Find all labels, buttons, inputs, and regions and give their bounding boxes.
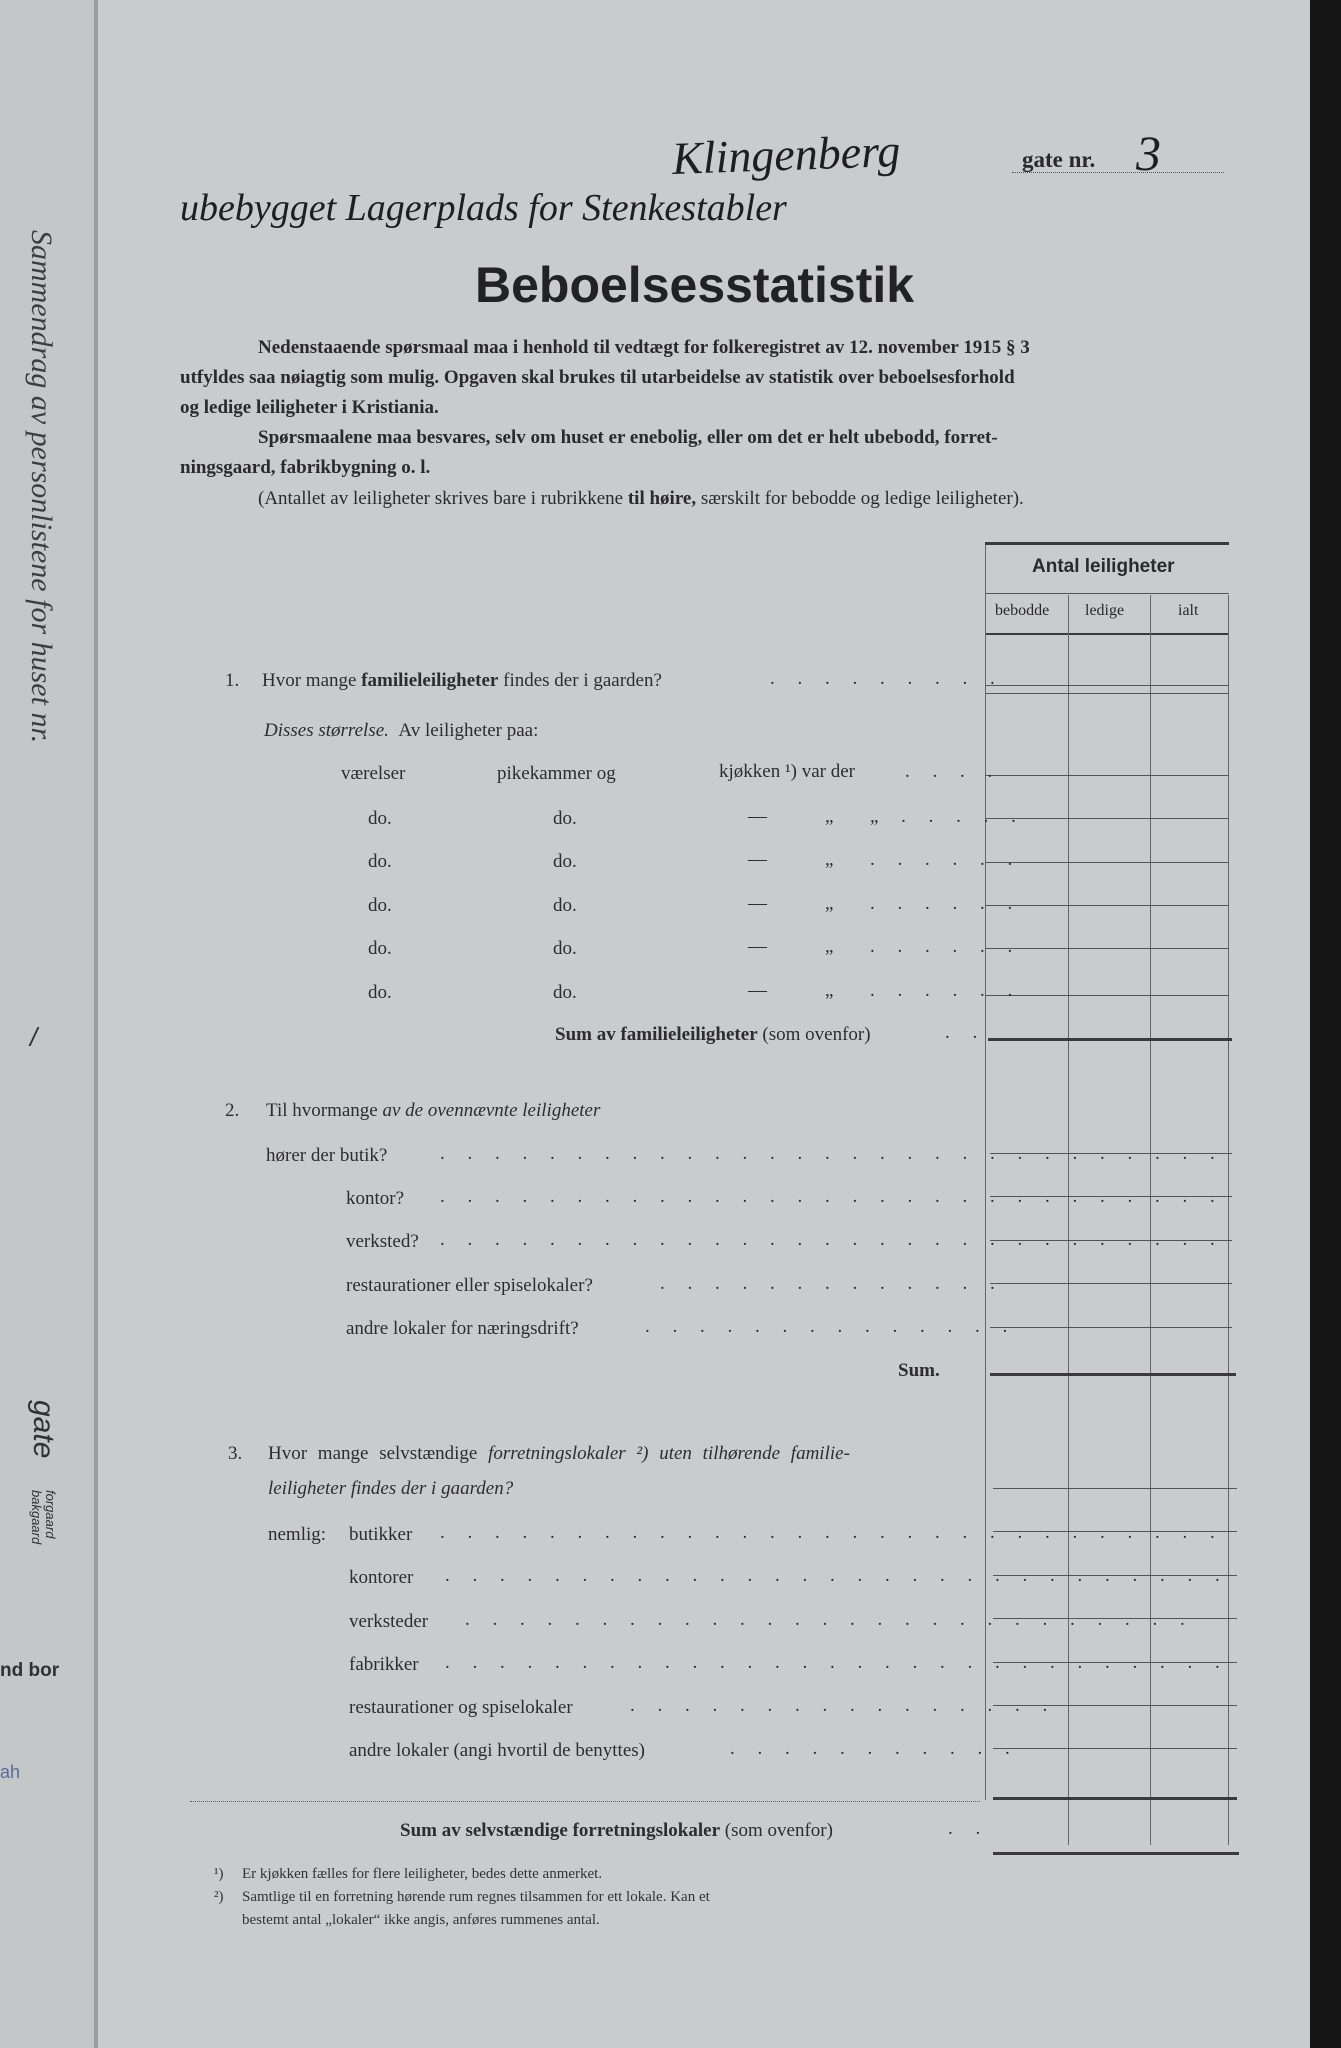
- s2-item-restaurationer-dots: . . . . . . . . . . . . .: [660, 1273, 1004, 1294]
- footnote-1: Er kjøkken fælles for flere leiligheter, bedes dette anmerket.: [242, 1866, 603, 1882]
- intro-line-5: ningsgaard, fabrikbygning o. l.: [180, 457, 431, 478]
- do-row-5-dots: . . . . . .: [870, 980, 1022, 1001]
- s3-sum-a: Sum av selvstændige forretningslokaler: [400, 1820, 721, 1841]
- intro-line-3: og ledige leiligheter i Kristiania.: [180, 397, 439, 418]
- s3-question-line1: [268, 1443, 850, 1465]
- do-row-3-dots: . . . . . .: [870, 893, 1022, 914]
- s3-item-andre-dots: . . . . . . . . . . .: [730, 1738, 1019, 1759]
- vertical-text: Sammendrag av personlistene for huset nr.: [25, 230, 58, 744]
- s3-q1-a: Hvor mange selvstændige: [268, 1443, 489, 1464]
- s2-item-kontor-dots: . . . . . . . . . . . . . . . . . . . . . . . . . . . . .: [440, 1186, 1224, 1207]
- intro-p3-a: (Antallet av leiligheter skrives bare i rubrikkene: [258, 488, 628, 509]
- s2-q-a: Til hvormange: [266, 1100, 383, 1121]
- grid-r12: [990, 1327, 1232, 1328]
- left-bakgaard: bakgaard: [29, 1490, 44, 1545]
- page-title: Beboelsesstatistik: [475, 257, 915, 313]
- s1-sum-b: (som ovenfor): [757, 1024, 871, 1045]
- intro-line-1: Nedenstaaende spørsmaal maa i henhold til vedtægt for folkeregistret av 12. november 1915 § 3: [258, 337, 1030, 358]
- s3-item-kontorer: kontorer: [349, 1567, 414, 1588]
- table-top-rule: [985, 542, 1229, 545]
- dark-edge: [1310, 0, 1341, 2048]
- s1-sum-a: Sum av familieleiligheter: [555, 1024, 758, 1045]
- s3-item-kontorer-dots: . . . . . . . . . . . . . . . . . . . . . . . . . . . . .: [445, 1565, 1229, 1586]
- do-row-2-b: do.: [553, 851, 577, 872]
- s2-q-b: av de ovennævnte leiligheter: [382, 1100, 601, 1121]
- s1-number: 1.: [225, 670, 240, 691]
- s3-nemlig: nemlig:: [268, 1524, 327, 1545]
- s3-item-restaurationer-dots: . . . . . . . . . . . . . . . .: [630, 1695, 1057, 1716]
- s3-question-line2: leiligheter findes der i gaarden?: [268, 1478, 514, 1499]
- intro-line-2: utfyldes saa nøiagtig som mulig. Opgaven skal brukes til utarbeidelse av statistik over beboelsesforhold: [180, 367, 1015, 388]
- s3-item-fabrikker: fabrikker: [349, 1654, 419, 1675]
- s3-dotted-rule: [190, 1801, 980, 1802]
- do-row-1-a: do.: [368, 808, 392, 829]
- gate-nr-label: gate nr.: [1022, 147, 1096, 172]
- col-ledige: ledige: [1085, 602, 1125, 619]
- do-row-4-ditto: „: [825, 936, 834, 957]
- left-slash: /: [30, 1022, 38, 1052]
- s2-item-butik-dots: . . . . . . . . . . . . . . . . . . . . . . . . . . . . .: [440, 1143, 1224, 1164]
- grid-r6: [985, 948, 1229, 949]
- s1-dots: . . . . . . . . .: [770, 668, 1004, 689]
- do-row-1-dash: —: [748, 806, 767, 827]
- s2-item-andre-dots: . . . . . . . . . . . . . .: [645, 1316, 1017, 1337]
- do-row-5-dash: —: [748, 980, 767, 1001]
- s1-sum: [555, 1024, 871, 1046]
- grid-r4: [985, 862, 1229, 863]
- s1-q-c: findes der i gaarden?: [498, 670, 662, 691]
- s2-item-butik: hører der butik?: [266, 1145, 388, 1166]
- street-name-handwritten: Klingenberg: [671, 125, 902, 184]
- left-ah: ah: [0, 1762, 21, 1782]
- s1-q-a: Hvor mange: [262, 670, 362, 691]
- do-row-3-a: do.: [368, 895, 392, 916]
- s3-item-verksteder: verksteder: [349, 1611, 429, 1632]
- s2-item-kontor: kontor?: [346, 1188, 405, 1209]
- s2-item-verksted-dots: . . . . . . . . . . . . . . . . . . . . . . . . . . . . .: [440, 1229, 1224, 1250]
- footnote-2-mark: ²): [214, 1889, 224, 1905]
- grid-sum2: [990, 1373, 1236, 1376]
- s2-item-restaurationer: restaurationer eller spiselokaler?: [346, 1275, 593, 1296]
- s3-item-fabrikker-dots: . . . . . . . . . . . . . . . . . . . . . . . . . . . . .: [445, 1652, 1229, 1673]
- grid-r19: [993, 1748, 1237, 1749]
- do-row-3-b: do.: [553, 895, 577, 916]
- do-row-1-ditto: „: [825, 806, 834, 827]
- left-vertical-heading: [10, 230, 70, 1050]
- grid-r5: [985, 905, 1229, 906]
- s1-q-b: familieleiligheter: [361, 670, 499, 691]
- table-subheader-rule: [985, 633, 1229, 635]
- s3-item-verksteder-dots: . . . . . . . . . . . . . . . . . . . . . . . . . . .: [465, 1609, 1194, 1630]
- do-row-3-dash: —: [748, 893, 767, 914]
- s2-question: [266, 1100, 600, 1122]
- do-row-5-a: do.: [368, 982, 392, 1003]
- s3-item-restaurationer: restaurationer og spiselokaler: [349, 1697, 573, 1718]
- s1-head-dots: . . . .: [905, 761, 1002, 782]
- do-row-3-ditto: „: [825, 893, 834, 914]
- do-row-1-dots: „ . . . . .: [870, 806, 1025, 827]
- do-row-2-dots: . . . . . .: [870, 849, 1022, 870]
- left-nd-bor: nd bor: [0, 1660, 60, 1681]
- grid-r13: [993, 1488, 1237, 1489]
- s1-head-maid: pikekammer og: [497, 763, 616, 784]
- intro-line-4: Spørsmaalene maa besvares, selv om huset er enebolig, eller om det er helt ubebodd, forret-: [258, 427, 998, 448]
- col-ialt: ialt: [1178, 602, 1199, 619]
- s2-number: 2.: [225, 1100, 240, 1121]
- note-handwritten: ubebygget Lagerplads for Stenkestabler: [180, 187, 787, 229]
- s1-size-line: [264, 720, 538, 742]
- footnote-2-line2: bestemt antal „lokaler“ ikke angis, anføres rummenes antal.: [242, 1912, 600, 1928]
- do-row-1-b: do.: [553, 808, 577, 829]
- do-row-5-ditto: „: [825, 980, 834, 1001]
- grid-r11: [990, 1283, 1232, 1284]
- do-row-4-dash: —: [748, 936, 767, 957]
- s3-number: 3.: [228, 1443, 243, 1464]
- do-row-2-ditto: „: [825, 849, 834, 870]
- grid-r1b: [985, 693, 1229, 694]
- house-number-handwritten: 3: [1136, 125, 1161, 181]
- s2-sum: Sum.: [898, 1360, 940, 1381]
- do-row-4-dots: . . . . . .: [870, 936, 1022, 957]
- s1-head-kitchen: kjøkken ¹) var der: [719, 761, 856, 782]
- do-row-4-b: do.: [553, 938, 577, 959]
- s3-item-butikker-dots: . . . . . . . . . . . . . . . . . . . . . . . . . . . . .: [440, 1522, 1224, 1543]
- s1-sum-dots: . .: [945, 1022, 987, 1043]
- left-forgaard: forgaard: [43, 1490, 58, 1539]
- footnote-2-line1: Samtlige til en forretning hørende rum regnes tilsammen for ett lokale. Kan et: [242, 1889, 710, 1905]
- intro-p3-b: til høire,: [627, 488, 697, 509]
- gate-underline: [1012, 172, 1224, 174]
- left-gate: gate: [27, 1400, 60, 1459]
- grid-r20: [993, 1797, 1237, 1800]
- intro-line-6: [258, 484, 1024, 514]
- s2-item-verksted: verksted?: [346, 1231, 419, 1252]
- do-row-2-dash: —: [748, 849, 767, 870]
- s3-item-butikker: butikker: [349, 1524, 413, 1545]
- grid-r2: [985, 775, 1229, 776]
- s1-size-b: Av leiligheter paa:: [398, 720, 539, 741]
- s2-item-andre: andre lokaler for næringsdrift?: [346, 1318, 579, 1339]
- grid-sum3: [993, 1852, 1239, 1855]
- s1-question: [262, 670, 662, 692]
- grid-sum1: [988, 1038, 1232, 1041]
- do-row-2-a: do.: [368, 851, 392, 872]
- s3-sum: [400, 1820, 833, 1842]
- col-bebodde: bebodde: [995, 602, 1050, 619]
- table-title: Antal leiligheter: [1032, 556, 1175, 577]
- do-row-4-a: do.: [368, 938, 392, 959]
- table-header-rule: [985, 593, 1229, 594]
- grid-r1: [985, 685, 1229, 686]
- s3-sum-dots: . .: [948, 1818, 990, 1839]
- intro-p3-c: særskilt for bebodde og ledige leiligheter).: [696, 488, 1024, 509]
- footnote-1-mark: ¹): [214, 1866, 224, 1882]
- s3-q1-b: forretningslokaler ²) uten tilhørende familie-: [488, 1443, 850, 1464]
- s3-sum-b: (som ovenfor): [720, 1820, 833, 1841]
- do-row-5-b: do.: [553, 982, 577, 1003]
- grid-r7: [985, 995, 1229, 996]
- s1-size-a: Disses størrelse.: [264, 720, 389, 741]
- s1-head-rooms: værelser: [341, 763, 406, 784]
- s3-item-andre: andre lokaler (angi hvortil de benyttes): [349, 1740, 645, 1761]
